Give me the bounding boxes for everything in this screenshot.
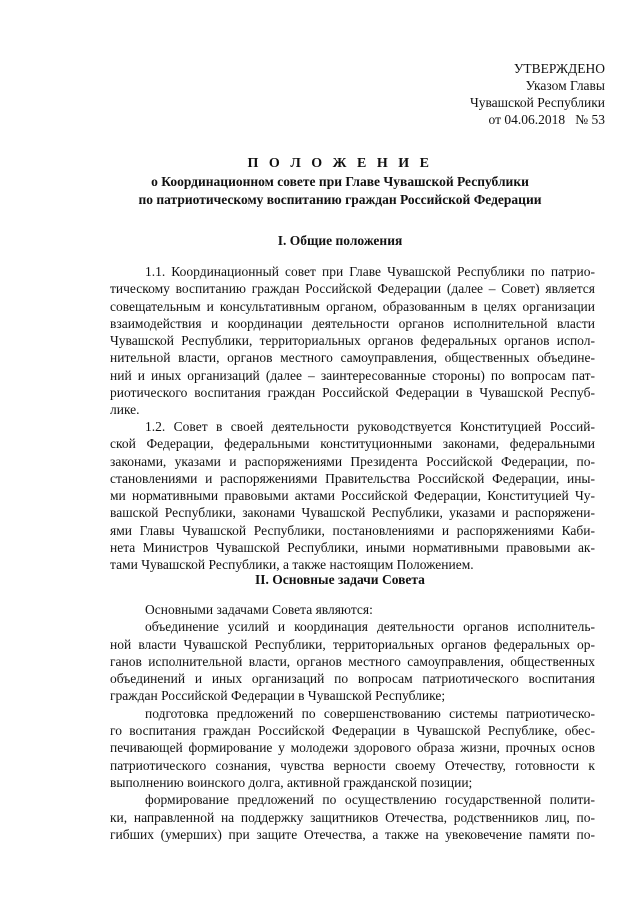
section-heading-tasks: II. Основные задачи Совета [255,572,425,587]
section-2-body [110,601,595,843]
text-line: подготовка предложений по совершенствованию системы патриотическо- [145,705,595,721]
text-line: тами Чувашской Республики, а также настоящим Положением. [110,557,474,573]
text-line: печивающей формирование у молодежи здорового образа жизни, прочных основ [110,740,595,756]
text-line: нительной власти, органов местного самоуправления, общественных объедине- [110,350,595,366]
paragraph-1-2 [110,418,595,574]
text-line: ганов исполнительной власти, органов местного самоуправления, общественных [110,653,595,669]
approval-line: Чувашской Республики [469,95,605,110]
text-line: выполнению воинского долга, активной гражданской позиции; [110,774,473,790]
text-line: риотического воспитания граждан Российской Федерации в Чувашской Респуб- [110,385,595,401]
text-line: формирование предложений по осуществлению государственной полити- [145,792,595,808]
text-line: го воспитания граждан Российской Федерации в Чувашской Республике, обес- [110,723,595,739]
text-line: ми нормативными правовыми актами Российской Федерации, Конституцией Чу- [110,488,595,504]
title-subtitle-line: по патриотическому воспитанию граждан Российской Федерации [138,192,542,207]
title-main: П О Л О Ж Е Н И Е [247,156,433,171]
text-line: объединений и иных организаций по вопросам патриотического воспитания [110,671,595,687]
title-subtitle-line: о Координационном совете при Главе Чувашской Республики [151,174,529,189]
text-line: ской Федерации, федеральными конституционными законами, федеральными [110,436,595,452]
text-line: Основными задачами Совета являются: [145,602,373,617]
document-title [100,155,580,209]
text-line: совещательным и консультативным органом, образованным в целях организации [110,298,595,314]
text-line: ний и иных организаций (далее – заинтересованные стороны) по вопросам пат- [110,367,595,383]
text-line: вашской Республики, законами Чувашской Республики, указами и распоряжени- [110,505,595,521]
text-line: тическому воспитанию граждан Российской Федерации (далее – Совет) является [110,281,595,297]
text-line: лике. [110,402,140,418]
text-line: взаимодействия и координации деятельности органов исполнительной власти [110,315,595,331]
text-line: законами, указами и распоряжениями Президента Российской Федерации, по- [110,453,595,469]
approval-line: Указом Главы [525,78,605,93]
section-heading-general: I. Общие положения [277,233,403,248]
text-line: ки, направленной на поддержку защитников Отечества, родственников лиц, по- [110,809,595,825]
text-line: граждан Российской Федерации в Чувашской Республике; [110,688,446,704]
text-line: патриотического сознания, чувства верности своему Отечеству, готовности к [110,757,595,773]
text-line: ями Главы Чувашской Республики, постановлениями и распоряжениями Каби- [110,522,595,538]
text-line: 1.1. Координационный совет при Главе Чувашской Республики по патрио- [145,264,595,279]
text-line: гибших (умерших) при защите Отечества, а также на увековечение памяти по- [110,826,595,842]
approval-line: от 04.06.2018 № 53 [488,112,605,127]
text-line: становлениями и распоряжениями Правительства Российской Федерации, ины- [110,470,595,486]
text-line: объединение усилий и координация деятельности органов исполнитель- [145,619,595,635]
approval-line: УТВЕРЖДЕНО [513,61,605,76]
text-line: Чувашской Республики, территориальных органов федеральных органов испол- [110,333,595,349]
text-line: 1.2. Совет в своей деятельности руководствуется Конституцией Россий- [145,419,595,434]
approval-stamp [435,60,605,128]
text-line: ной власти Чувашской Республики, территориальных органов федеральных ор- [110,636,595,652]
paragraph-1-1 [110,263,595,419]
text-line: нета Министров Чувашской Республики, иными нормативными правовыми ак- [110,540,595,556]
